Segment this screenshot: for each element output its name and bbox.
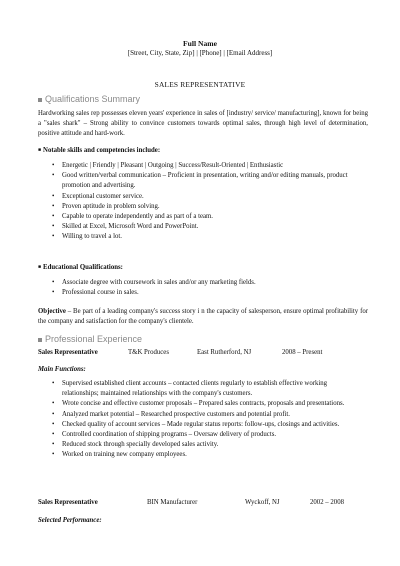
job-dates: 2002 – 2008 [310, 499, 344, 506]
objective-paragraph [38, 307, 368, 327]
list-item: • Worked on training new company employees. [52, 450, 362, 460]
list-item: • Skilled at Excel, Microsoft Word and PowerPoint. [52, 222, 362, 232]
list-item: • Analyzed market potential – Researched prospective customers and potential profit. [52, 410, 362, 420]
experience-heading-text: Professional Experience [45, 334, 143, 344]
heading-square-icon [38, 98, 42, 102]
functions-heading: Main Functions: [38, 366, 86, 373]
qualifications-heading [38, 94, 140, 104]
list-item: • Proven aptitude in problem solving. [52, 202, 362, 212]
education-list [52, 278, 362, 298]
job-role: Sales Representative [38, 349, 98, 356]
list-item: • Exceptional customer service. [52, 192, 362, 202]
job-location: Wyckoff, NJ [245, 499, 280, 506]
list-item: • Wrote concise and effective customer proposals – Prepared sales contracts, proposals and presentations. [52, 399, 362, 409]
job-role: Sales Representative [38, 499, 98, 506]
list-item: • Good written/verbal communication – Proficient in presentation, writing and/or editing manuals, product promotion and advertising. [52, 171, 362, 191]
qualifications-heading-text: Qualifications Summary [45, 94, 141, 104]
full-name: Full Name [183, 39, 217, 48]
education-heading [38, 264, 123, 271]
bullet-icon: ■ [38, 264, 42, 270]
contact-line: [Street, City, State, Zip] | [Phone] | [Email Address] [127, 49, 273, 57]
summary-paragraph: Hardworking sales rep possesses eleven years' experience in sales of [industry/ service/ manufacturing], known for being a "sales shark" – Strong ability to convince customers towards optimal sales, through high level of determination, positive attitude and hard-work. [38, 110, 368, 138]
job-company: BIN Manufacturer [147, 499, 198, 506]
list-item: • Associate degree with coursework in sales and/or any marketing fields. [52, 278, 362, 288]
list-item: • Reduced stock through specially developed sales activity. [52, 440, 362, 450]
skills-list [52, 161, 362, 243]
list-item: • Checked quality of account services – Made regular status reports: follow-ups, closings and activities. [52, 420, 362, 430]
job-dates: 2008 – Present [282, 349, 323, 356]
duties-list [52, 379, 362, 461]
list-item: • Supervised established client accounts – contacted clients regularly to establish effective working relationships; maintained relationships with the company's customers. [52, 379, 362, 399]
position-title: SALES REPRESENTATIVE [154, 80, 246, 89]
job-location: East Rutherford, NJ [197, 349, 252, 356]
skills-heading [38, 147, 160, 154]
performance-heading: Selected Performance: [38, 517, 102, 524]
skills-heading-text: Notable skills and competencies include: [43, 147, 161, 154]
experience-heading [38, 334, 142, 344]
objective-text: – Be part of a leading company's success story i n the capacity of salesperson, ensure optimal profitability for the company and satisfaction for the company's clientele. [38, 308, 368, 326]
list-item: • Capable to operate independently and as part of a team. [52, 212, 362, 222]
list-item: • Professional course in sales. [52, 288, 362, 298]
list-item: • Controlled coordination of shipping programs – Oversaw delivery of products. [52, 430, 362, 440]
list-item: • Energetic | Friendly | Pleasant | Outgoing | Success/Result-Oriented | Enthusiastic [52, 161, 362, 171]
job-company: T&K Produces [128, 349, 169, 356]
objective-label: Objective [38, 308, 66, 315]
heading-square-icon [38, 338, 42, 342]
bullet-icon: ■ [38, 147, 42, 153]
education-heading-text: Educational Qualifications: [43, 264, 123, 271]
list-item: • Willing to travel a lot. [52, 232, 362, 242]
